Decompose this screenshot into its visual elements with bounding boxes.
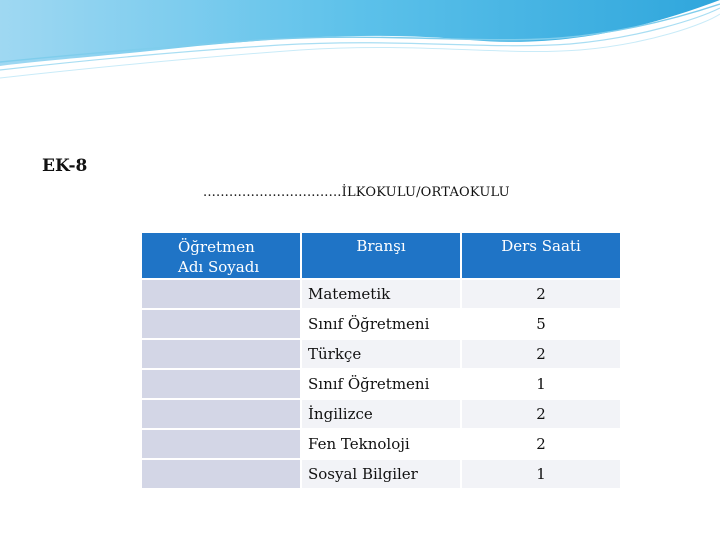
teacher-cell bbox=[141, 459, 301, 489]
table-row bbox=[141, 309, 621, 339]
hours-cell: 1 bbox=[461, 459, 621, 489]
teacher-cell bbox=[141, 309, 301, 339]
decorative-wave-band bbox=[0, 0, 720, 90]
teacher-cell bbox=[141, 369, 301, 399]
teacher-cell bbox=[141, 339, 301, 369]
table-row bbox=[141, 399, 621, 429]
header-teacher-label: Öğretmen Adı Soyadı bbox=[178, 238, 260, 276]
hours-cell: 2 bbox=[461, 399, 621, 429]
table-header-row bbox=[141, 232, 621, 279]
teacher-hours-table bbox=[140, 231, 622, 490]
teacher-cell bbox=[141, 429, 301, 459]
table-row bbox=[141, 429, 621, 459]
branch-cell: Sınıf Öğretmeni bbox=[301, 309, 461, 339]
branch-cell: Sınıf Öğretmeni bbox=[301, 369, 461, 399]
branch-cell: Sosyal Bilgiler bbox=[301, 459, 461, 489]
header-hours: Ders Saati bbox=[461, 232, 621, 279]
hours-cell: 5 bbox=[461, 309, 621, 339]
table-row bbox=[141, 339, 621, 369]
table-row bbox=[141, 279, 621, 309]
annex-label: EK-8 bbox=[42, 156, 88, 176]
branch-cell: Fen Teknoloji bbox=[301, 429, 461, 459]
table-row bbox=[141, 459, 621, 489]
hours-cell: 2 bbox=[461, 279, 621, 309]
branch-cell: İngilizce bbox=[301, 399, 461, 429]
table-row bbox=[141, 369, 621, 399]
teacher-cell bbox=[141, 279, 301, 309]
header-teacher bbox=[141, 232, 301, 279]
hours-cell: 2 bbox=[461, 339, 621, 369]
school-name-line: ................................İLKOKULU/ORTAOKULU bbox=[203, 185, 510, 200]
hours-cell: 2 bbox=[461, 429, 621, 459]
branch-cell: Türkçe bbox=[301, 339, 461, 369]
teacher-cell bbox=[141, 399, 301, 429]
hours-cell: 1 bbox=[461, 369, 621, 399]
branch-cell: Matemetik bbox=[301, 279, 461, 309]
header-branch: Branşı bbox=[301, 232, 461, 279]
